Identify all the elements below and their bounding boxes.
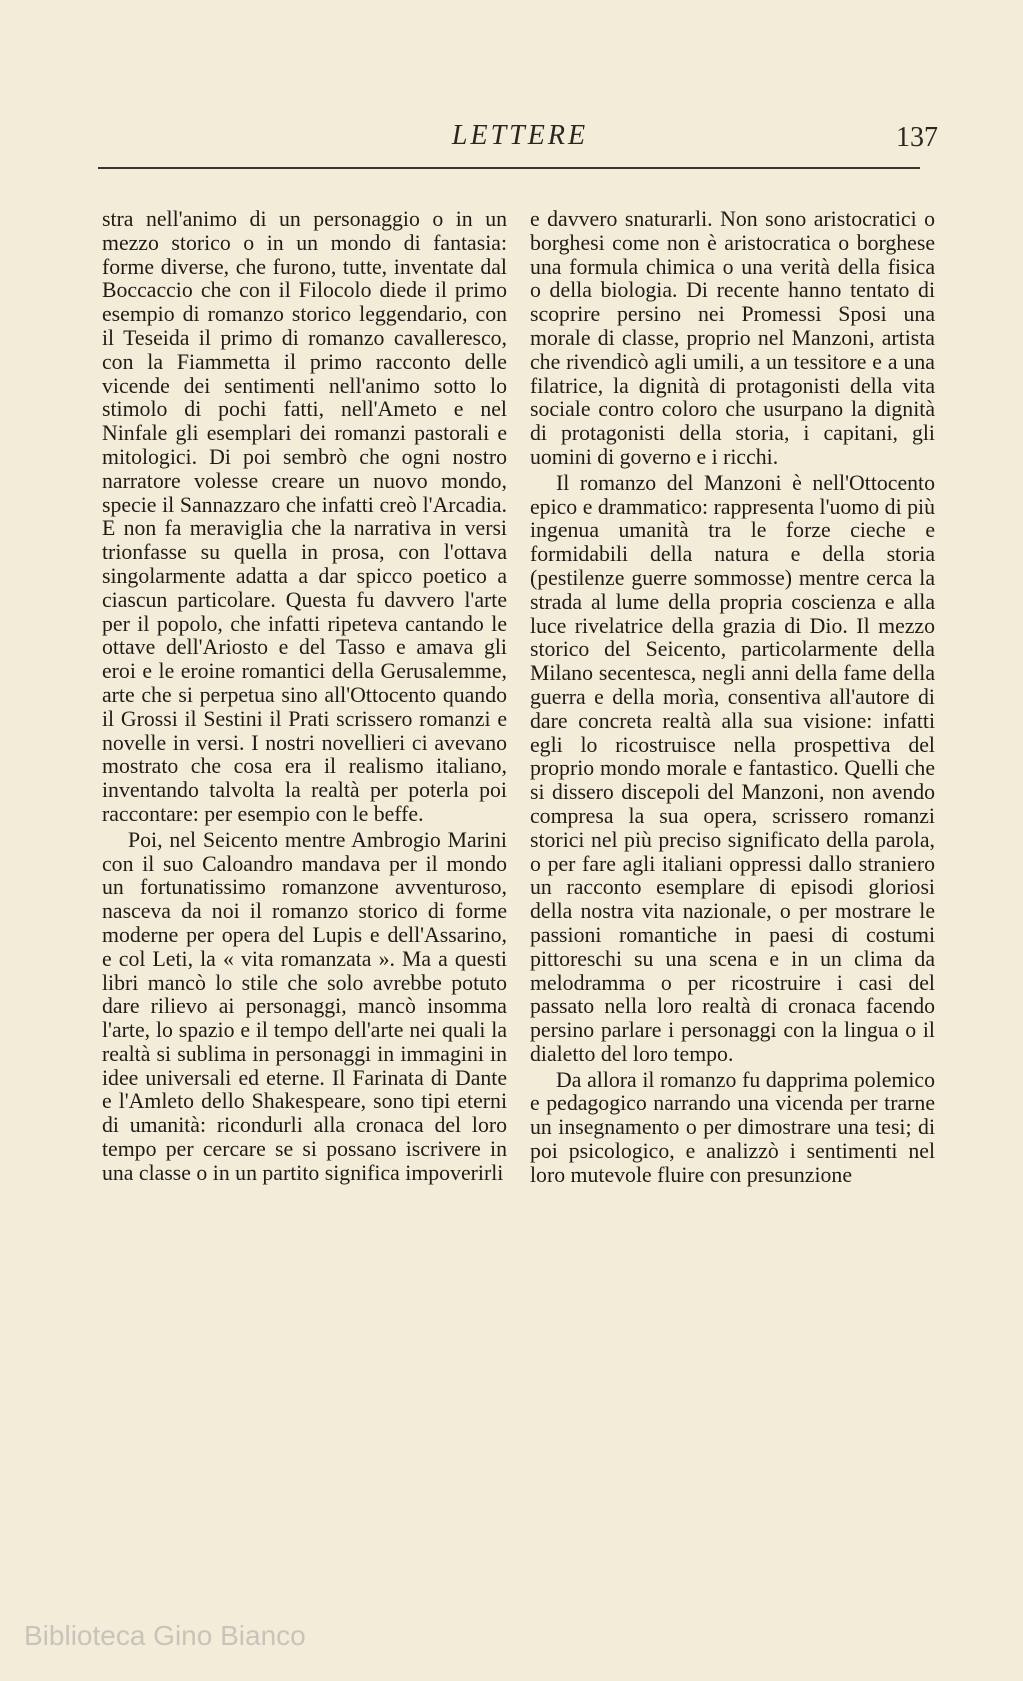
paragraph: stra nell'animo di un personaggio o in un mezzo storico o in un mondo di fantasia: forme diverse, che furono, tutte, inventate dal Boccaccio che con il Filocolo diede il primo esempio di romanzo storico leggendario, con il Teseida il primo di romanzo cavalleresco, con la Fiammetta il primo racconto delle vicende dei sentimenti nell'animo sotto lo stimolo di pochi fatti, nell'Ameto e nel Ninfale gli esemplari dei romanzi pastorali e mitologici. Di poi sembrò che ogni nostro narratore volesse creare un nuovo mondo, specie il Sannazzaro che infatti creò l'Arcadia. E non fa meraviglia che la narrativa in versi trionfasse su quella in prosa, con l'ottava singolarmente adatta a dar spicco poetico a ciascun particolare. Questa fu davvero l'arte per il popolo, che infatti ripeteva cantando le ottave dell'Ariosto e del Tasso e amava gli eroi e le eroine romantici della Gerusalemme, arte che si perpetua sino all'Ottocento quando il Grossi il Sestini il Prati scrissero romanzi e novelle in versi. I nostri novellieri ci avevano mostrato che cosa era il realismo italiano, inventando talvolta la realtà per poterla poi raccontare: per esempio con le beffe. <box>102 207 507 826</box>
paragraph: Da allora il romanzo fu dapprima polemico e pedagogico narrando una vicenda per trarne un insegnamento o per dimostrare una tesi; di poi psicologico, e analizzò i sentimenti nel loro mutevole fluire con presunzione <box>530 1067 935 1187</box>
page-number: 137 <box>896 122 938 153</box>
paragraph: Il romanzo del Manzoni è nell'Ottocento epico e drammatico: rappresenta l'uomo di più ingenua umanità tra le forze cieche e formidabili della natura e della storia (pestilenze guerre sommosse) mentre cerca la strada al lume della propria coscienza e alla luce rivelatrice della grazia di Dio. Il mezzo storico del Seicento, particolarmente della Milano secentesca, negli anni della fame della guerra e della morìa, consentiva all'autore di dare concreta realtà alla sua visione: infatti egli lo ricostruisce nella prospettiva del proprio mondo morale e fantastico. Quelli che si dissero discepoli del Manzoni, non avendo compresa la sua opera, scrissero romanzi storici nel più preciso significato della parola, o per fare agli italiani oppressi dallo straniero un racconto esemplare di episodi gloriosi della nostra vita nazionale, o per mostrare le passioni romantiche in paesi di costumi pittoreschi su una scena e in un clima da melodramma o per ricostruire i casi del passato nella loro realtà di cronaca facendo persino parlare i personaggi con la lingua o il dialetto del loro tempo. <box>530 470 935 1066</box>
right-column <box>530 208 935 1188</box>
paragraph: Poi, nel Seicento mentre Ambrogio Marini con il suo Caloandro mandava per il mondo un fortunatissimo romanzone avventuroso, nasceva da noi il romanzo storico di forme moderne per opera del Lupis e dell'Assarino, e col Leti, la « vita romanzata ». Ma a questi libri mancò lo stile che solo avrebbe potuto dare rilievo ai personaggi, mancò insomma l'arte, lo spazio e il tempo dell'arte nei quali la realtà si sublima in personaggi in immagini in idee universali ed eterne. Il Farinata di Dante e l'Amleto dello Shakespeare, sono tipi eterni di umanità: ricondurli alla cronaca del loro tempo per cercare se si possano iscrivere in una classe o in un partito significa impoverirli <box>102 827 507 1185</box>
paragraph: e davvero snaturarli. Non sono aristocratici o borghesi come non è aristocratica o borghese una formula chimica o una verità della fisica o della biologia. Di recente hanno tentato di scoprire persino nei Promessi Sposi una morale di classe, proprio nel Manzoni, artista che rivendicò agli umili, a un tessitore e a una filatrice, la dignità di protagonisti della vita sociale contro coloro che usurpano la dignità di protagonisti della storia, i capitani, gli uomini di governo e i ricchi. <box>530 207 935 469</box>
library-watermark: Biblioteca Gino Bianco <box>24 1620 306 1651</box>
header-rule <box>98 167 920 169</box>
running-head-title: LETTERE <box>451 120 589 151</box>
running-head <box>0 118 1023 158</box>
left-column <box>102 208 507 1186</box>
